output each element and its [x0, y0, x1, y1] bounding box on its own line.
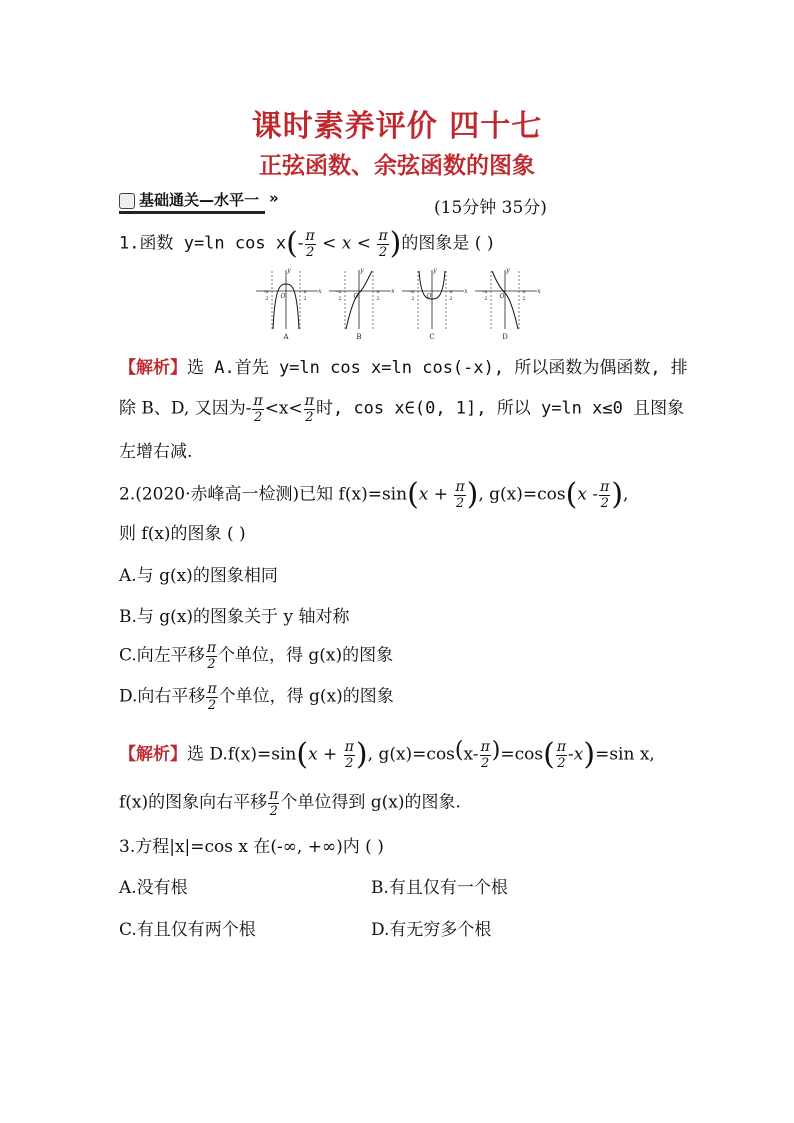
q3-option-c: C.有且仅有两个根	[119, 920, 256, 940]
q3-option-d: D.有无穷多个根	[371, 920, 492, 940]
q2-optd-a: D.向右平移	[119, 686, 206, 707]
graph-origin-label: O	[353, 293, 359, 300]
graph-pos-label: π	[376, 289, 380, 295]
graph-x-label: x	[537, 288, 541, 295]
answer-2-line-2	[119, 788, 461, 818]
q1-frac-right: $\frac{\pi}{2}$	[378, 228, 388, 260]
answer-1-text-1: 选 A.首先 y=ln cos x=ln cos(-x), 所以函数为偶函数, 排	[187, 358, 688, 378]
graph-pos-den: 2	[303, 296, 307, 302]
q2-option-c	[119, 641, 393, 671]
q2-text-c: ,	[623, 484, 629, 505]
a2-frac-4: $\frac{\pi}{2}$	[269, 787, 279, 819]
question-2-line-1: 2.(2020·赤峰高一检测)已知 f(x)=sin(x + $\frac{\pi}{2}$ ), g(x)=cos(x - $\frac{\pi}{2}$ ),	[119, 477, 629, 512]
answer-1-line-1	[119, 356, 688, 380]
a2-text-l2b: 个单位得到 g(x)的图象.	[280, 792, 461, 813]
graph-option-label-d: D	[502, 333, 508, 341]
graph-origin-label: O	[280, 293, 286, 300]
graph-neg-den: 2	[265, 296, 269, 302]
page-subtitle: 正弦函数、余弦函数的图象	[259, 152, 535, 179]
q1-lt2: <	[356, 233, 372, 254]
q2-option-b: B.与 g(x)的图象关于 y 轴对称	[119, 607, 350, 627]
section-time: (15分钟 35分)	[434, 198, 547, 218]
section-arrow: »	[269, 189, 279, 207]
section-underline	[119, 211, 265, 214]
graph-x-label: x	[464, 288, 468, 295]
graph-x-label: x	[318, 288, 322, 295]
a2-plus: x +	[308, 744, 338, 765]
answer-1-line-3: 左增右减.	[119, 442, 193, 462]
a2-text-e: -x	[568, 744, 584, 765]
q2-optc-b: 个单位，得 g(x)的图象	[218, 645, 394, 666]
q1-prefix: 1.函数 y=ln cos x	[119, 233, 287, 254]
graph-y-label: y	[287, 267, 291, 274]
q2-minusx: x -	[577, 484, 599, 505]
a2-frac-3: $\frac{\pi}{2}$	[556, 739, 567, 771]
q1-suffix: 的图象是 ( )	[401, 233, 494, 254]
section-header	[119, 190, 679, 218]
graph-option-label-b: B	[356, 333, 362, 341]
graph-y-label: y	[506, 267, 510, 274]
q2-optc-a: C.向左平移	[119, 645, 205, 666]
a2-text-c: x-	[463, 744, 479, 765]
a2-text-l2a: f(x)的图象向右平移	[119, 792, 268, 813]
q2-optd-b: 个单位，得 g(x)的图象	[218, 686, 394, 707]
graph-pos-label: π	[522, 289, 526, 295]
graph-neg-label: -π	[409, 289, 415, 295]
question-3: 3.方程|x|=cos x 在(-∞, +∞)内 ( )	[119, 837, 384, 857]
answer-1-text-2c: 时, cos x∈(0, 1], 所以 y=ln x≤0 且图象	[315, 398, 685, 419]
graph-origin-label: O	[499, 293, 505, 300]
graph-pos-den: 2	[449, 296, 453, 302]
a2-text-d: =cos	[500, 744, 544, 765]
graph-origin-label: O	[426, 293, 432, 300]
graph-neg-den: 2	[338, 296, 342, 302]
graph-neg-label: -π	[482, 289, 488, 295]
graph-pos-label: π	[449, 289, 453, 295]
answer-2-line-1: 【解析】选 D.f(x)=sin(x + $\frac{\pi}{2}$ ), g(x)=cos(x- $\frac{\pi}{2}$ )=cos( $\frac{\pi}{2}$ -x)=sin x,	[119, 737, 655, 772]
q3-option-b: B.有且仅有一个根	[371, 878, 508, 898]
q2-text-a: 2.(2020·赤峰高一检测)已知 f(x)=sin	[119, 484, 408, 505]
graph-neg-label: -π	[336, 289, 342, 295]
q2-frac-2: $\frac{\pi}{2}$	[600, 479, 610, 511]
q1-frac-left: $\frac{\pi}{2}$	[305, 228, 315, 260]
q2-option-a: A.与 g(x)的图象相同	[119, 566, 278, 586]
bulb-icon	[119, 193, 135, 209]
a2-text-b: , g(x)=cos	[367, 744, 455, 765]
q2-optd-frac: $\frac{\pi}{2}$	[207, 681, 217, 713]
graph-neg-den: 2	[411, 296, 415, 302]
graph-neg-label: -π	[263, 289, 269, 295]
q3-option-a: A.没有根	[119, 878, 188, 898]
question-1: 1.函数 y=ln cos x(- $\frac{\pi}{2}$ < x < $\frac{\pi}{2}$ )的图象是 ( )	[119, 226, 494, 261]
a2-frac-1: $\frac{\pi}{2}$	[344, 739, 354, 771]
answer-1-line-2	[119, 394, 684, 424]
graph-pos-label: π	[303, 289, 307, 295]
graph-y-label: y	[433, 267, 437, 274]
q2-plus: x +	[418, 484, 449, 505]
answer-1-tag: 【解析】	[119, 358, 187, 378]
a2-text-a: 选 D.f(x)=sin	[187, 744, 297, 765]
q1-graph-options	[254, 267, 544, 343]
a1-frac-1: $\frac{\pi}{2}$	[253, 393, 263, 425]
q2-frac-1: $\frac{\pi}{2}$	[455, 479, 465, 511]
page-title: 课时素养评价 四十七	[251, 109, 543, 144]
q1-lt1: <	[322, 233, 337, 254]
graph-y-label: y	[360, 267, 364, 274]
answer-1-text-2a: 除 B、D, 又因为-	[119, 398, 252, 419]
a2-text-f: =sin x,	[595, 744, 655, 765]
a2-frac-2: $\frac{\pi}{2}$	[480, 739, 490, 771]
q2-optc-frac: $\frac{\pi}{2}$	[206, 640, 217, 672]
q2-option-d	[119, 682, 394, 712]
q1-minus: -	[297, 233, 304, 254]
graph-neg-den: 2	[484, 296, 488, 302]
graph-pos-den: 2	[376, 296, 380, 302]
a1-frac-2: $\frac{\pi}{2}$	[304, 393, 314, 425]
graph-option-label-a: A	[283, 333, 289, 341]
graph-pos-den: 2	[522, 296, 526, 302]
question-2-line-2: 则 f(x)的图象 ( )	[119, 524, 246, 544]
q1-x: x	[341, 233, 352, 254]
answer-1-text-2b: <x<	[264, 398, 303, 419]
graph-option-label-c: C	[429, 333, 435, 341]
q2-text-b: , g(x)=cos	[478, 484, 566, 505]
answer-2-tag: 【解析】	[119, 744, 187, 765]
graph-x-label: x	[391, 288, 395, 295]
section-label: 基础通关—水平一	[139, 191, 260, 209]
